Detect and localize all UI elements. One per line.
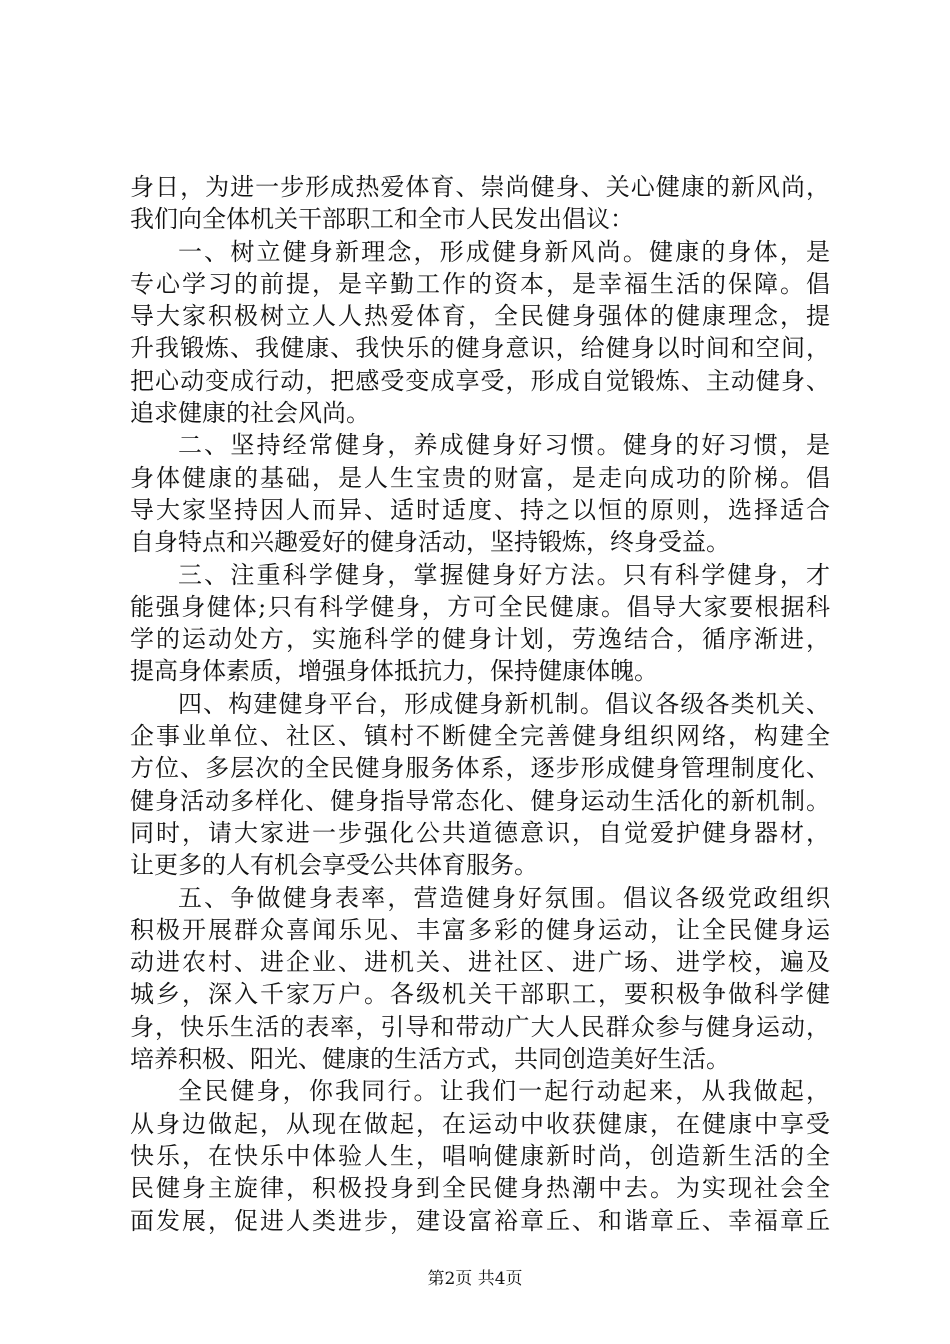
- paragraph: [130, 171, 830, 236]
- text-line: 升我锻炼、我健康、我快乐的健身意识，给健身以时间和空间，: [130, 334, 830, 363]
- text-line: 健身活动多样化、健身指导常态化、健身运动生活化的新机制。: [130, 786, 830, 815]
- text-line: 身日，为进一步形成热爱体育、崇尚健身、关心健康的新风尚，: [130, 173, 830, 201]
- text-line: 三、注重科学健身，掌握健身好方法。只有科学健身，才: [178, 560, 830, 589]
- text-line: 二、坚持经常健身，养成健身好习惯。健身的好习惯，是: [178, 431, 830, 460]
- text-line: 能强身健体;只有科学健身，方可全民健康。倡导大家要根据科: [130, 592, 830, 621]
- page-footer: 第2页 共4页: [427, 1269, 523, 1289]
- text-line: 同时，请大家进一步强化公共道德意识，自觉爱护健身器材，: [130, 818, 830, 847]
- text-line: 提高身体素质，增强身体抵抗力，保持健康体魄。: [130, 657, 658, 686]
- text-line: 专心学习的前提，是辛勤工作的资本，是幸福生活的保障。倡: [130, 269, 830, 298]
- paragraph: [130, 429, 830, 558]
- text-line: 身，快乐生活的表率，引导和带动广大人民群众参与健身运动，: [130, 1012, 830, 1041]
- text-line: 企事业单位、社区、镇村不断健全完善健身组织网络，构建全: [130, 722, 830, 751]
- text-line: 方位、多层次的全民健身服务体系，逐步形成健身管理制度化、: [130, 754, 830, 783]
- text-line: 把心动变成行动，把感受变成享受，形成自觉锻炼、主动健身、: [130, 366, 830, 395]
- text-line: 追求健康的社会风尚。: [130, 399, 370, 428]
- text-line: 快乐，在快乐中体验人生，唱响健康新时尚，创造新生活的全: [130, 1141, 830, 1170]
- text-line: 让更多的人有机会享受公共体育服务。: [130, 851, 538, 880]
- document-body: [130, 171, 830, 1237]
- text-line: 城乡，深入千家万户。各级机关干部职工，要积极争做科学健: [130, 980, 830, 1009]
- text-line: 导大家坚持因人而异、适时适度、持之以恒的原则，选择适合: [130, 495, 830, 524]
- text-line: 五、争做健身表率，营造健身好氛围。倡议各级党政组织: [178, 883, 830, 912]
- text-line: 全民健身，你我同行。让我们一起行动起来，从我做起，: [178, 1077, 830, 1106]
- text-line: 学的运动处方，实施科学的健身计划，劳逸结合，循序渐进，: [130, 625, 830, 654]
- text-line: 民健身主旋律，积极投身到全民健身热潮中去。为实现社会全: [130, 1174, 830, 1203]
- text-line: 积极开展群众喜闻乐见、丰富多彩的健身运动，让全民健身运: [130, 915, 830, 944]
- text-line: 面发展，促进人类进步，建设富裕章丘、和谐章丘、幸福章丘: [130, 1206, 830, 1235]
- text-line: 自身特点和兴趣爱好的健身活动，坚持锻炼，终身受益。: [130, 528, 730, 557]
- text-line: 一、树立健身新理念，形成健身新风尚。健康的身体，是: [178, 237, 830, 266]
- paragraph: [130, 1075, 830, 1236]
- paragraph: [130, 236, 830, 430]
- text-line: 动进农村、进企业、进机关、进社区、进广场、进学校，遍及: [130, 948, 830, 977]
- text-line: 培养积极、阳光、健康的生活方式，共同创造美好生活。: [130, 1045, 730, 1074]
- paragraph: [130, 559, 830, 688]
- paragraph: [130, 688, 830, 882]
- text-line: 从身边做起，从现在做起，在运动中收获健康，在健康中享受: [130, 1109, 830, 1138]
- text-line: 我们向全体机关干部职工和全市人民发出倡议：: [130, 205, 634, 234]
- text-line: 身体健康的基础，是人生宝贵的财富，是走向成功的阶梯。倡: [130, 463, 830, 492]
- text-line: 四、构建健身平台，形成健身新机制。倡议各级各类机关、: [178, 689, 830, 718]
- paragraph: [130, 882, 830, 1076]
- text-line: 导大家积极树立人人热爱体育，全民健身强体的健康理念，提: [130, 302, 830, 331]
